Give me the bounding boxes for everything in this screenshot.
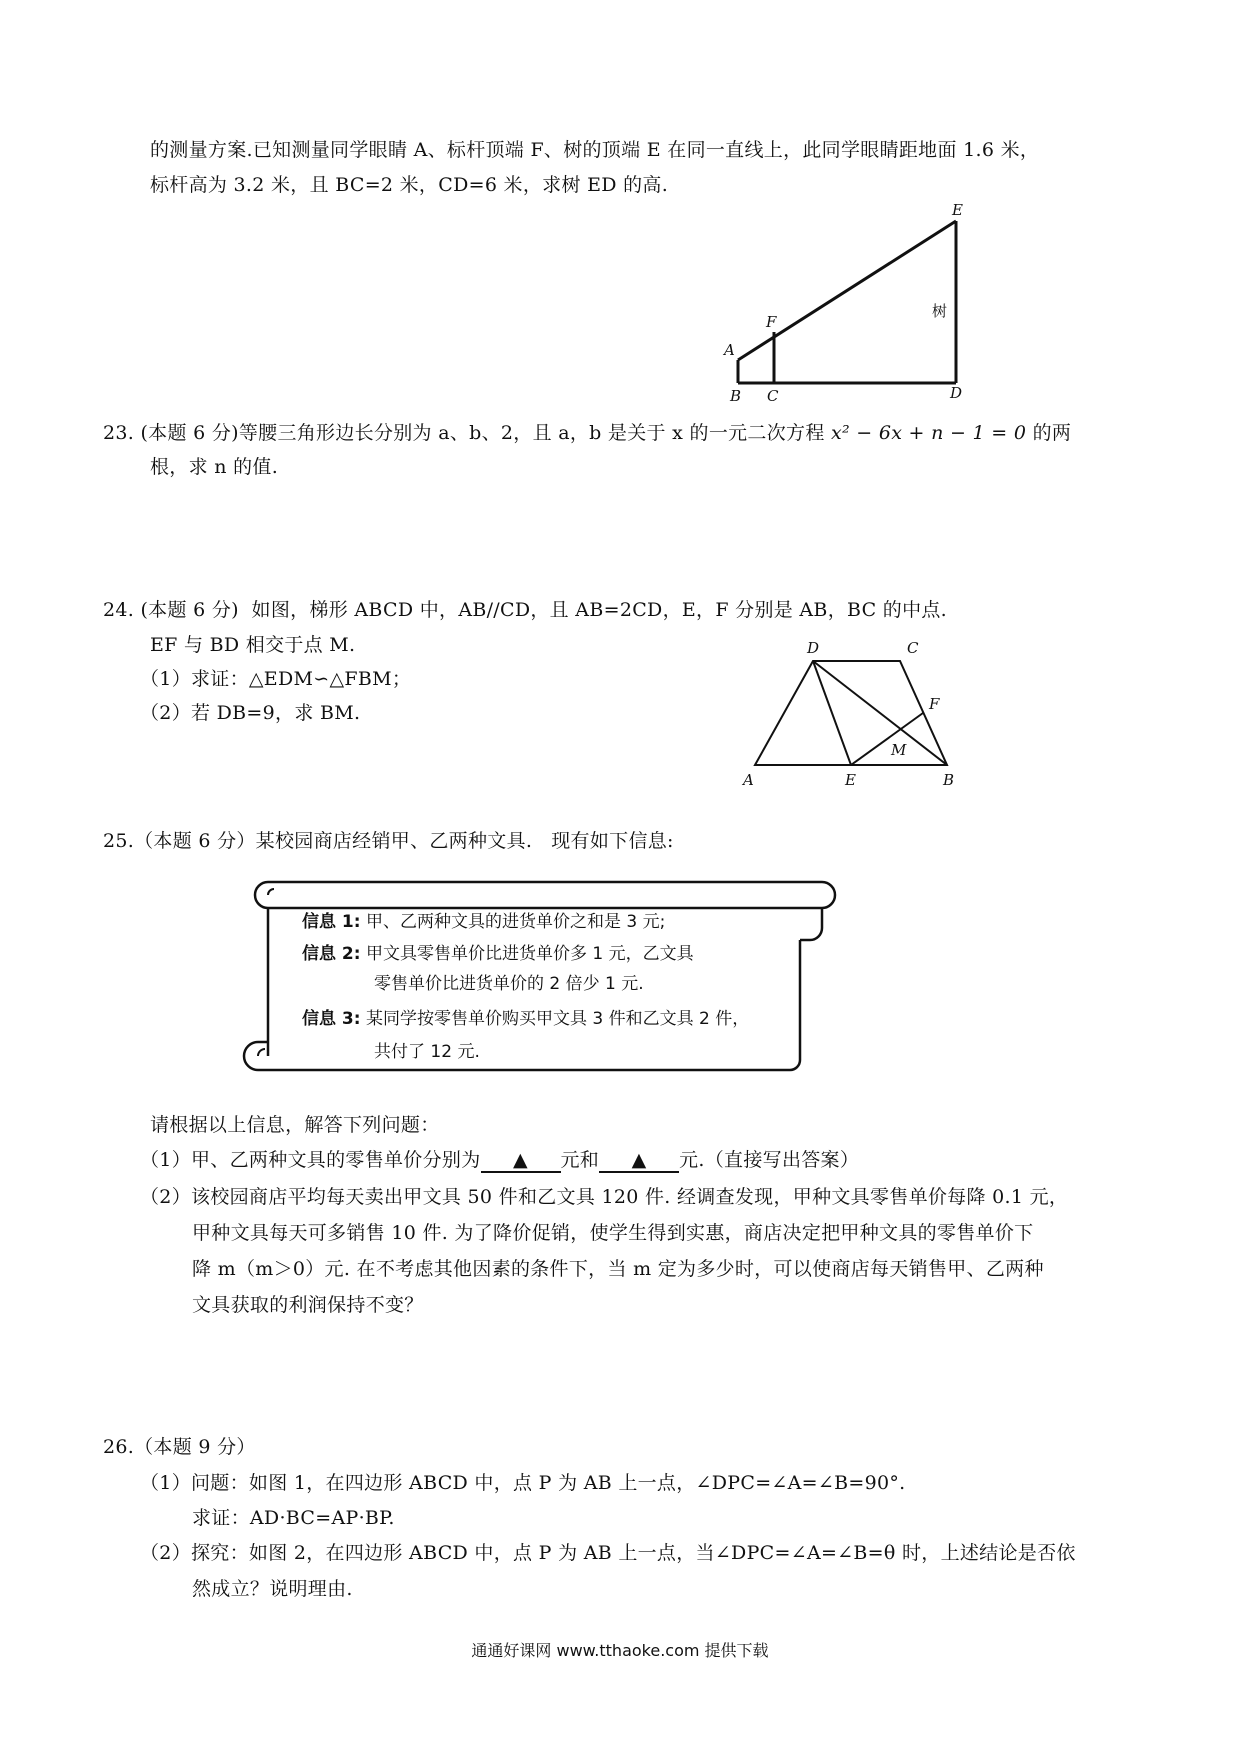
label-F: F xyxy=(766,313,777,331)
q22-line-1: 的测量方案.已知测量同学眼睛 A、标杆顶端 F、树的顶端 E 在同一直线上，此同学眼睛距地面 1.6 米， xyxy=(150,139,1040,161)
q23-equation: x² − 6x + n − 1 = 0 xyxy=(830,422,1027,444)
q24-figure xyxy=(735,635,965,795)
label-E: E xyxy=(845,771,856,789)
q25-prompt: 请根据以上信息，解答下列问题： xyxy=(150,1114,440,1136)
q26-part-1-line-2: 求证：AD·BC=AP·BP. xyxy=(192,1507,395,1529)
answer-blank-1[interactable]: ▲ xyxy=(481,1149,561,1173)
info-3-text: 某同学按零售单价购买甲文具 3 件和乙文具 2 件， xyxy=(360,1009,750,1029)
q25-part-2-line-2: 甲种文具每天可多销售 10 件. 为了降价促销，使学生得到实惠，商店决定把甲种文具的零售单价下 xyxy=(192,1222,1034,1244)
q24-part-2: （2）若 DB=9，求 BM. xyxy=(140,702,361,724)
page-footer: 通通好课网 www.tthaoke.com 提供下载 xyxy=(471,1641,769,1660)
q25-intro: 25.（本题 6 分）某校园商店经销甲、乙两种文具. 现有如下信息: xyxy=(103,830,674,852)
trapezoid-abcd xyxy=(755,661,947,765)
label-F: F xyxy=(929,695,940,713)
q23-line-2: 根，求 n 的值. xyxy=(150,456,279,478)
label-B: B xyxy=(943,771,955,789)
q25-part-2-line-3: 降 m（m＞0）元. 在不考虑其他因素的条件下，当 m 定为多少时，可以使商店每天销售甲、乙两种 xyxy=(192,1258,1044,1280)
label-D: D xyxy=(807,639,820,657)
info-3-cont: 共付了 12 元. xyxy=(374,1042,480,1062)
q23-line-1 xyxy=(103,418,1071,448)
q23-text: 23. (本题 6 分)等腰三角形边长分别为 a、b、2，且 a，b 是关于 x 的一元二次方程 xyxy=(103,422,831,444)
q25-part-1-post: 元.（直接写出答案） xyxy=(679,1149,860,1171)
q25-part-1-pre: （1）甲、乙两种文具的零售单价分别为 xyxy=(140,1149,481,1171)
info-2-label: 信息 2: xyxy=(302,944,361,964)
label-M: M xyxy=(891,741,907,759)
info-1 xyxy=(302,908,665,936)
info-1-text: 甲、乙两种文具的进货单价之和是 3 元; xyxy=(360,912,666,932)
label-A: A xyxy=(724,341,735,359)
q24-line-2: EF 与 BD 相交于点 M. xyxy=(150,634,356,656)
q22-line-2: 标杆高为 3.2 米，且 BC=2 米，CD=6 米，求树 ED 的高. xyxy=(150,174,669,196)
label-A: A xyxy=(743,771,754,789)
q26-title: 26.（本题 9 分） xyxy=(103,1436,256,1458)
trapezoid-diagram xyxy=(735,635,965,795)
q25-part-2-line-1: （2）该校园商店平均每天卖出甲文具 50 件和乙文具 120 件. 经调查发现，甲种文具零售单价每降 0.1 元， xyxy=(140,1186,1069,1208)
sight-line-ae xyxy=(738,221,956,360)
q25-part-2-line-4: 文具获取的利润保持不变？ xyxy=(192,1294,424,1316)
info-2 xyxy=(302,940,694,968)
info-3-label: 信息 3: xyxy=(302,1009,361,1029)
q23-text-end: 的两 xyxy=(1026,422,1072,444)
label-C: C xyxy=(907,639,919,657)
segment-db xyxy=(813,661,947,765)
q26-part-1-line-1: （1）问题：如图 1，在四边形 ABCD 中，点 P 为 AB 上一点，∠DPC=∠A=∠B=90°. xyxy=(140,1472,906,1494)
label-D: D xyxy=(950,384,963,402)
q25-part-1-mid: 元和 xyxy=(560,1149,600,1171)
tree-measurement-diagram xyxy=(720,200,980,405)
q26-part-2-line-1: （2）探究：如图 2，在四边形 ABCD 中，点 P 为 AB 上一点，当∠DPC=∠A=∠B=θ 时，上述结论是否依 xyxy=(140,1542,1076,1564)
label-C: C xyxy=(767,387,779,405)
info-2-cont: 零售单价比进货单价的 2 倍少 1 元. xyxy=(374,974,644,994)
q25-part-1 xyxy=(140,1145,859,1175)
label-B: B xyxy=(730,387,742,405)
q26-part-2-line-2: 然成立？说明理由. xyxy=(192,1578,353,1600)
info-1-label: 信息 1: xyxy=(302,912,361,932)
q24-line-1: 24. (本题 6 分) 如图，梯形 ABCD 中，AB//CD，且 AB=2CD，E，F 分别是 AB，BC 的中点. xyxy=(103,599,948,621)
label-E: E xyxy=(952,201,963,219)
q24-part-1: （1）求证：△EDM∽△FBM； xyxy=(140,668,412,690)
q22-figure xyxy=(720,200,980,405)
answer-blank-2[interactable]: ▲ xyxy=(599,1149,679,1173)
label-tree: 树 xyxy=(932,302,948,320)
info-3 xyxy=(302,1005,749,1033)
info-2-text: 甲文具零售单价比进货单价多 1 元，乙文具 xyxy=(360,944,694,964)
